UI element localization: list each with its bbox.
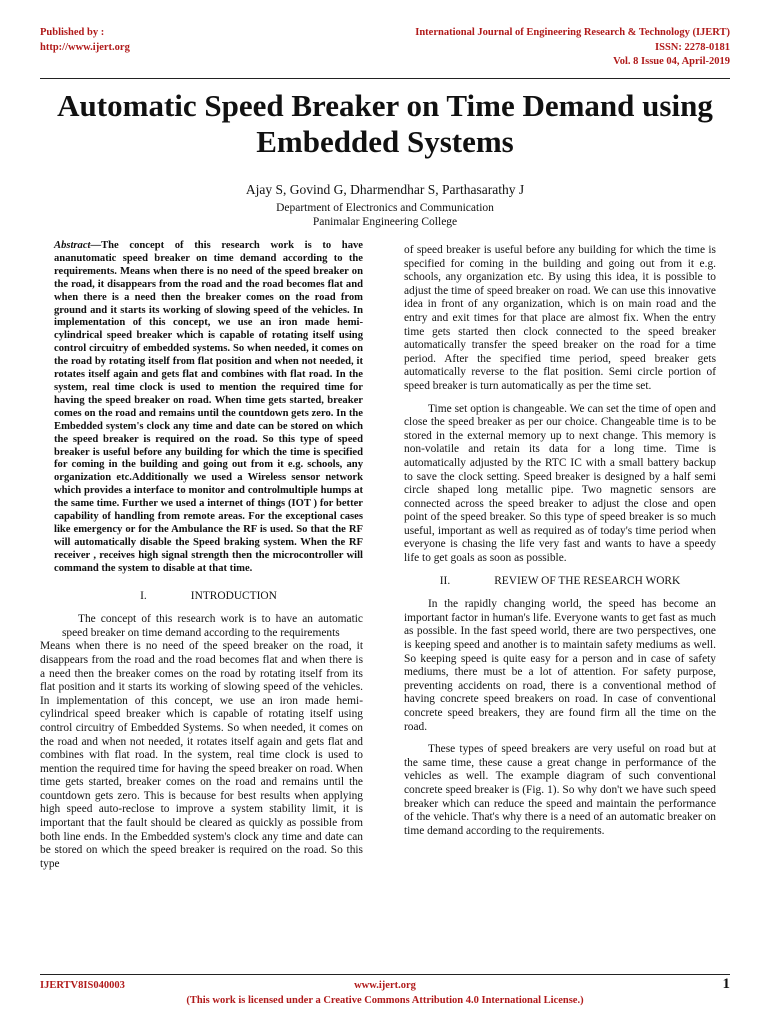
footer-url-link[interactable]: www.ijert.org	[354, 980, 416, 991]
publisher-url-link[interactable]: http://www.ijert.org	[40, 41, 130, 53]
paper-id: IJERTV8IS040003	[40, 980, 125, 991]
intro-paragraph-1: The concept of this research work is to have an automatic speed breaker on time demand according to the requirements	[62, 613, 363, 639]
abstract	[54, 240, 363, 576]
section-number: I.	[140, 589, 147, 602]
authors: Ajay S, Govind G, Dharmendhar S, Parthasarathy J	[245, 182, 525, 197]
page-header	[40, 26, 730, 76]
header-divider	[40, 78, 730, 79]
body-paragraph: In the rapidly changing world, the speed has become an important factor in human's life. Everyone wants to get fast as much as possible. In the fast speed world, there are two perspectives, one is keeping speed and another is to maintain safety mediums as well. So keeping speed is quite easy for a person and in case of safety mediums, there must be a lot of attention. For safety purpose, preventing accidents on road, there is a conventional method of having concrete speed breakers on road. In case of conventional concrete speed breakers, they are found firm all the time on the road.	[404, 598, 716, 733]
section-heading-introduction	[54, 590, 363, 604]
body-paragraph: Time set option is changeable. We can set the time of open and close the speed breaker as per our choice. Changeable time is to be stored in the external memory up to next change. This memory is non-volatile and retain its data for a long time. Time is automatically adjusted by the RTC IC with a small battery backup to save the clock setting. Speed breaker is designed by a half semi circle shaped long metallic pipe. Two magnetic sensors are connected across the speed breaker to adjust the close and open point of the speed breaker. So this type of speed breaker is so much useful, important as well as required as of today's time period when everyone is chasing the life very fast and wants to have a speedy life to get goals as soon as possible.	[404, 402, 716, 565]
paper-title: Automatic Speed Breaker on Time Demand using Embedded Systems	[57, 88, 713, 159]
abstract-label: Abstract	[54, 240, 91, 251]
intro-paragraph-2: Means when there is no need of the speed breaker on the road, it disappears from the road and the road becomes flat and when there is a need then the breaker comes on the road by rotating itself from its flat position and it starts its working of slowing speed of the vehicles. In implementation of this concept, we use an iron made hemi-cylindrical speed breaker which is capable of rotating itself using control circuitry of Embedded Systems. So when needed, it comes on the road and when not needed, it rotates itself again and gets flat and combines with flat road. In the system, real time clock is used to mention the required time for having the speed breaker on road. When time gets started, breaker comes on the road and remains until the countdown gets zero. This is because for best results when applying high speed auto-reclose to improve a system stability limit, it is important that the fault should be cleared as quickly as possible from both line ends. In the Embedded system's clock any time and date can be stored on which the speed breaker is required on the road. So this type	[40, 640, 363, 870]
body-paragraph: These types of speed breakers are very useful on road but at the same time, these cause a great change in performance of the vehicles as well. The example diagram of such conventional concrete speed breaker is (Fig. 1). So why don't we have such speed breaker which can reduce the speed and maintain the performance of the vehicle. That's why there is a need of an automatic breaker on time demand according to the requirements.	[404, 743, 716, 837]
section-number: II.	[439, 574, 451, 587]
issn: ISSN: 2278-0181	[655, 41, 730, 53]
section-title: INTRODUCTION	[190, 589, 277, 602]
volume-issue: Vol. 8 Issue 04, April-2019	[613, 56, 730, 67]
section-heading-review	[404, 575, 716, 589]
abstract-text: —The concept of this research work is to have ananutomatic speed breaker on time demand according to the requirements. Means when there is no need of the speed breaker on the road, it disappears from the road and the road becomes flat and when there is a need then the breaker comes on the road from ground and it starts its working of slowing speed of the vehicles. In implementation of this concept, we use an iron made hemi-cylindrical speed breaker which is capable of rotating itself using control circuitry of embedded systems. So when needed, it comes on the road by rotating itself from flat position and when not needed, it rotates itself again and gets flat and combines with flat road. In the system, real time clock is used to mention the required time for having the speed breaker on road. When time gets started, breaker comes on the road and remains until the countdown gets zero. In the Embedded system's clock any time and date can be stored on which the speed breaker is required on the road. So this type of speed breaker is useful before any building for which the time is specified for coming in the building and going out from it e.g. schools, any organization etc.Additionally we used a Wireless sensor network which provides a interface to monitor and controlmultiple humps at the same time. Further we used a internet of things (IOT ) for better capability of handling from remote areas. For the exceptional cases like emergency or for the Ambulance the RF is used. So that the RF will automatically disable the Speed braking system. When the RF receiver , receives high signal strength then the microcontroller will command the system to disable at that time.	[54, 240, 363, 574]
left-column	[40, 240, 363, 871]
journal-block	[415, 26, 730, 70]
college: Panimalar Engineering College	[312, 216, 458, 228]
page-number: 1	[722, 976, 730, 992]
published-by-label: Published by :	[40, 27, 105, 38]
publisher-block	[40, 26, 130, 55]
section-title: REVIEW OF THE RESEARCH WORK	[494, 574, 681, 587]
body-paragraph: of speed breaker is useful before any building for which the time is specified for coming in the building and going out from it e.g. schools, any organization etc. By using this idea, it is possible to adjust the time of speed breaker on road. We can use this innovative idea in front of any organization, which is on main road and the entry and exit times for that place are almost fix. When the entry time gets started then clock connected to the speed breaker automatically transfer the speed breaker on the road for a time period. After the specified time period, speed breaker gets automatically reverse to the flat position. Semi circle portion of speed breaker is turn automatically as per the time set.	[404, 244, 716, 392]
footer-divider	[40, 974, 730, 975]
license-note: (This work is licensed under a Creative Commons Attribution 4.0 International License.)	[186, 995, 584, 1006]
department: Department of Electronics and Communication	[276, 202, 494, 214]
page-footer	[40, 976, 730, 1016]
right-column	[404, 244, 716, 847]
journal-name: International Journal of Engineering Research & Technology (IJERT)	[415, 27, 730, 38]
